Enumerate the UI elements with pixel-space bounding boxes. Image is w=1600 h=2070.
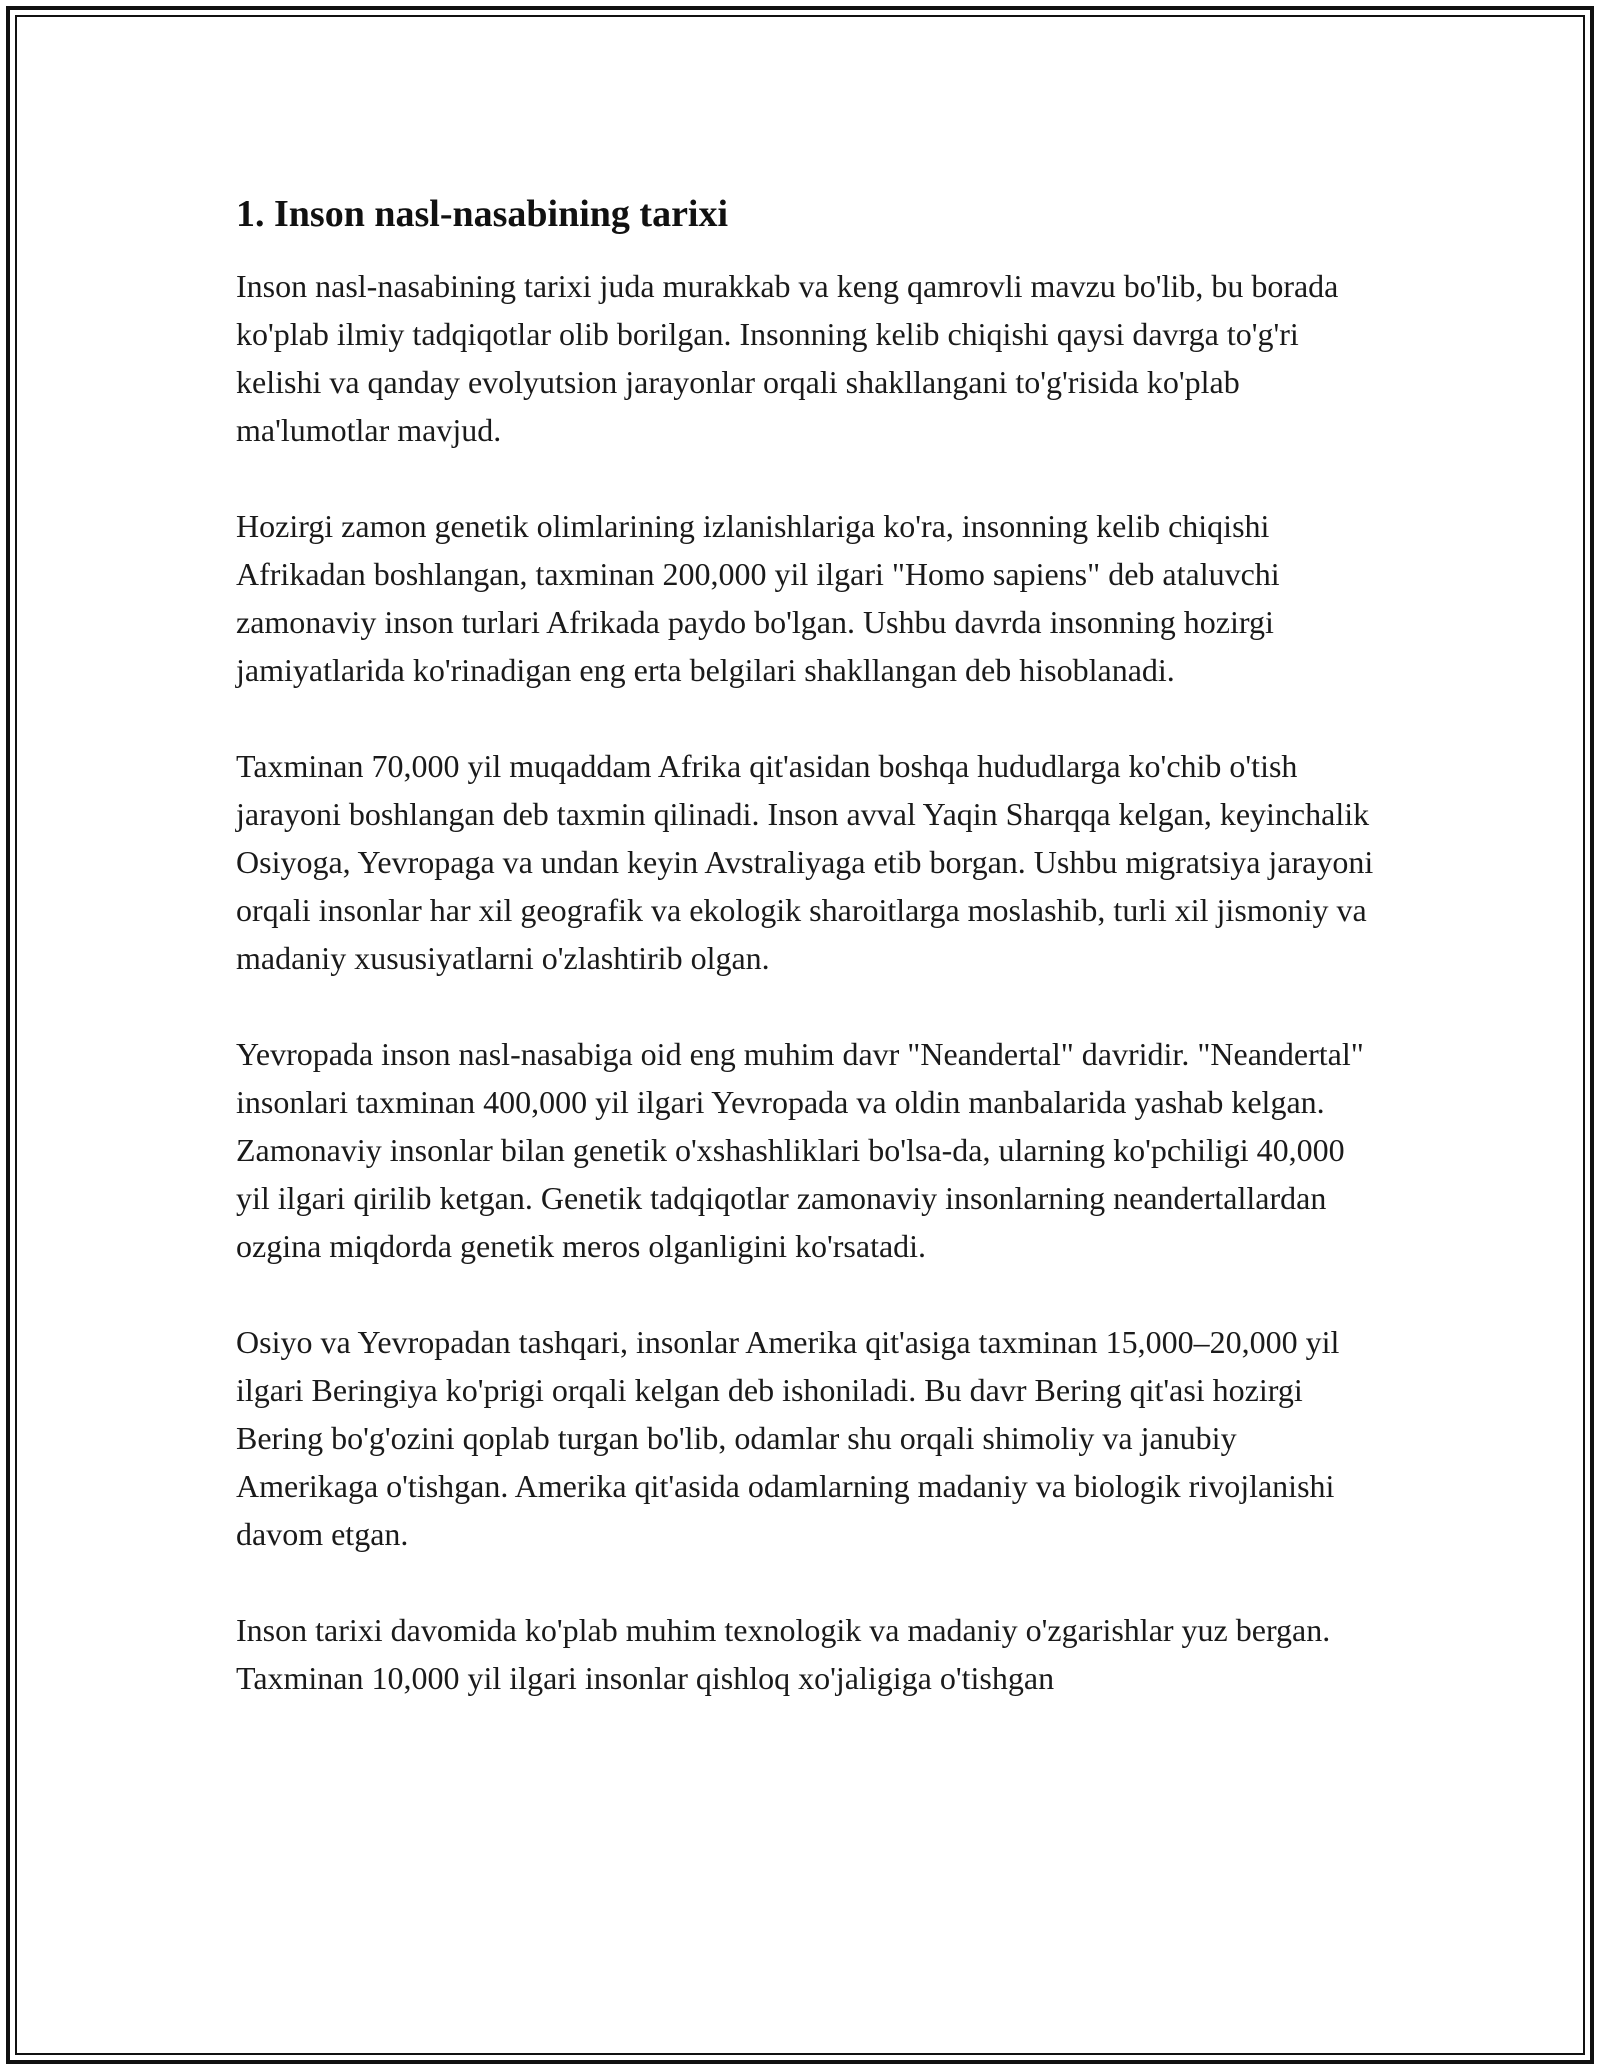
section-heading: 1. Inson nasl-nasabining tarixi	[236, 193, 729, 235]
document-body	[236, 188, 1376, 1702]
paragraph-3: Taxminan 70,000 yil muqaddam Afrika qit'asidan boshqa hududlarga ko'chib o'tish jarayoni boshlangan deb taxmin qilinadi. Inson avval Yaqin Sharqqa kelgan, keyinchalik Osiyoga, Yevropaga va undan keyin Avstraliyaga etib borgan. Ushbu migratsiya jarayoni orqali insonlar har xil geografik va ekologik sharoitlarga moslashib, turli xil jismoniy va madaniy xususiyatlarni o'zlashtirib olgan.	[236, 748, 1374, 976]
paragraph-6: Inson tarixi davomida ko'plab muhim texnologik va madaniy o'zgarishlar yuz bergan. Taxminan 10,000 yil ilgari insonlar qishloq xo'jaligiga o'tishgan	[236, 1612, 1331, 1696]
paragraph-5: Osiyo va Yevropadan tashqari, insonlar Amerika qit'asiga taxminan 15,000–20,000 yil ilgari Beringiya ko'prigi orqali kelgan deb ishoniladi. Bu davr Bering qit'asi hozirgi Bering bo'g'ozini qoplab turgan bo'lib, odamlar shu orqali shimoliy va janubiy Amerikaga o'tishgan. Amerika qit'asida odamlarning madaniy va biologik rivojlanishi davom etgan.	[236, 1324, 1340, 1552]
paragraph-2: Hozirgi zamon genetik olimlarining izlanishlariga ko'ra, insonning kelib chiqishi Afrikadan boshlangan, taxminan 200,000 yil ilgari "Homo sapiens" deb ataluvchi zamonaviy inson turlari Afrikada paydo bo'lgan. Ushbu davrda insonning hozirgi jamiyatlarida ko'rinadigan eng erta belgilari shakllangan deb hisoblanadi.	[236, 508, 1280, 688]
paragraph-4: Yevropada inson nasl-nasabiga oid eng muhim davr "Neandertal" davridir. "Neandertal" insonlari taxminan 400,000 yil ilgari Yevropada va oldin manbalarida yashab kelgan. Zamonaviy insonlar bilan genetik o'xshashliklari bo'lsa-da, ularning ko'pchiligi 40,000 yil ilgari qirilib ketgan. Genetik tadqiqotlar zamonaviy insonlarning neandertallardan ozgina miqdorda genetik meros olganligini ko'rsatadi.	[236, 1036, 1364, 1264]
paragraph-1: Inson nasl-nasabining tarixi juda murakkab va keng qamrovli mavzu bo'lib, bu borada ko'plab ilmiy tadqiqotlar olib borilgan. Insonning kelib chiqishi qaysi davrga to'g'ri kelishi va qanday evolyutsion jarayonlar orqali shakllangani to'g'risida ko'plab ma'lumotlar mavjud.	[236, 268, 1339, 448]
